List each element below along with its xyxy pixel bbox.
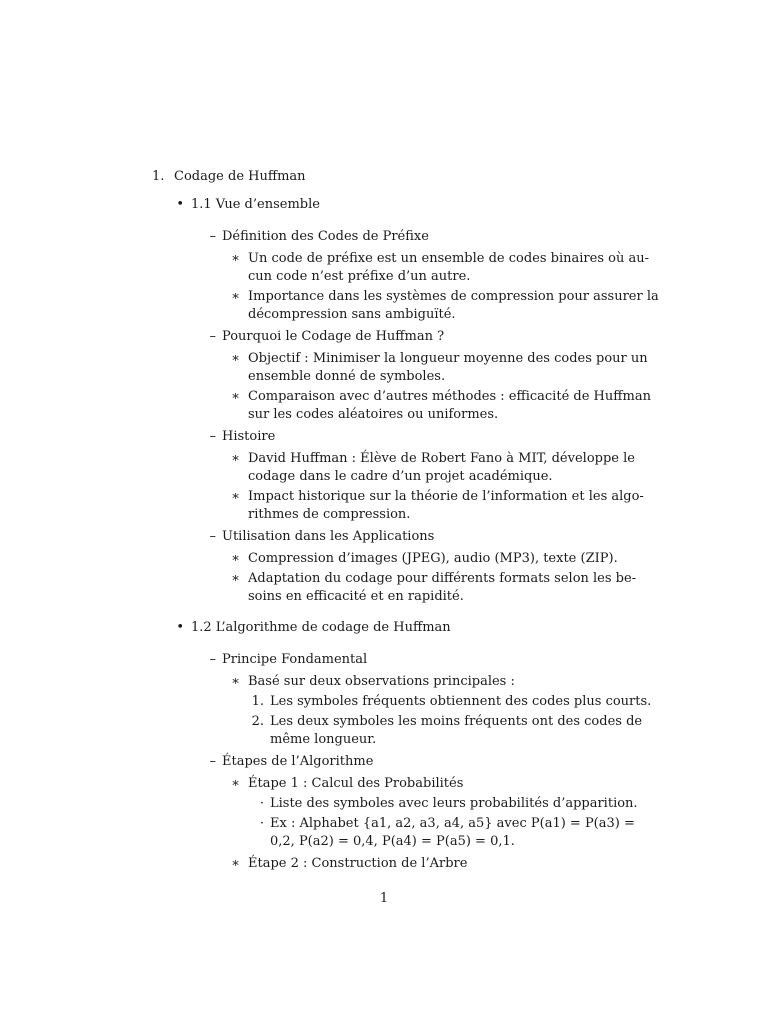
enum-number: 2. [251, 714, 264, 729]
star-marker: ∗ [231, 571, 240, 586]
list-item-line: Comparaison avec d’autres méthodes : efficacité de Huffman [248, 389, 651, 404]
list-item-line: codage dans le cadre d’un projet académique. [248, 469, 553, 484]
list-item-line: ensemble donné de symboles. [248, 369, 446, 384]
dash-marker: – [209, 652, 216, 667]
list-item-line: même longueur. [270, 732, 377, 747]
item-title: Définition des Codes de Préfixe [222, 229, 429, 244]
list-item-line: Adaptation du codage pour différents formats selon les be- [248, 571, 637, 586]
list-item-line: Objectif : Minimiser la longueur moyenne des codes pour un [248, 351, 648, 366]
subsection-title: 1.1 Vue d’ensemble [191, 197, 320, 212]
list-item-line: Étape 1 : Calcul des Probabilités [248, 776, 464, 791]
list-item-line: 0,2, P(a2) = 0,4, P(a4) = P(a5) = 0,1. [270, 834, 515, 849]
item-title: Étapes de l’Algorithme [222, 754, 374, 769]
star-marker: ∗ [231, 289, 240, 304]
bullet-marker: • [176, 620, 184, 635]
list-item-line: décompression sans ambiguïté. [248, 307, 456, 322]
list-item-line: Liste des symboles avec leurs probabilités d’apparition. [270, 796, 638, 811]
star-marker: ∗ [231, 351, 240, 366]
list-item-line: Compression d’images (JPEG), audio (MP3), texte (ZIP). [248, 551, 618, 566]
dash-marker: – [209, 529, 216, 544]
item-title: Utilisation dans les Applications [222, 529, 435, 544]
star-marker: ∗ [231, 389, 240, 404]
list-item-line: Basé sur deux observations principales : [248, 674, 515, 689]
item-title: Histoire [222, 429, 276, 444]
list-item-line: rithmes de compression. [248, 507, 411, 522]
section-number: 1. [152, 169, 165, 184]
page-number: 1 [379, 891, 389, 906]
list-item-line: Étape 2 : Construction de l’Arbre [248, 856, 468, 871]
list-item-line: Les symboles fréquents obtiennent des codes plus courts. [270, 694, 652, 709]
star-marker: ∗ [231, 451, 240, 466]
item-title: Pourquoi le Codage de Huffman ? [222, 329, 445, 344]
star-marker: ∗ [231, 674, 240, 689]
list-item-line: Ex : Alphabet {a1, a2, a3, a4, a5} avec P(a1) = P(a3) = [270, 816, 635, 831]
list-item-line: Les deux symboles les moins fréquents ont des codes de [270, 714, 643, 729]
list-item-line: Un code de préfixe est un ensemble de codes binaires où au- [248, 251, 649, 266]
item-title: Principe Fondamental [222, 652, 368, 667]
enum-number: 1. [251, 694, 264, 709]
list-item-line: cun code n’est préfixe d’un autre. [248, 269, 471, 284]
list-item-line: David Huffman : Élève de Robert Fano à MIT, développe le [248, 451, 635, 466]
dot-marker: · [259, 796, 264, 811]
star-marker: ∗ [231, 776, 240, 791]
subsection-title: 1.2 L’algorithme de codage de Huffman [191, 620, 451, 635]
bullet-marker: • [176, 197, 184, 212]
section-title: Codage de Huffman [174, 169, 306, 184]
dash-marker: – [209, 229, 216, 244]
dash-marker: – [209, 429, 216, 444]
dash-marker: – [209, 329, 216, 344]
list-item-line: soins en efficacité et en rapidité. [248, 589, 464, 604]
dot-marker: · [259, 816, 264, 831]
list-item-line: Impact historique sur la théorie de l’information et les algo- [248, 489, 644, 504]
star-marker: ∗ [231, 551, 240, 566]
list-item-line: sur les codes aléatoires ou uniformes. [248, 407, 499, 422]
star-marker: ∗ [231, 251, 240, 266]
star-marker: ∗ [231, 489, 240, 504]
dash-marker: – [209, 754, 216, 769]
list-item-line: Importance dans les systèmes de compression pour assurer la [248, 289, 659, 304]
star-marker: ∗ [231, 856, 240, 871]
